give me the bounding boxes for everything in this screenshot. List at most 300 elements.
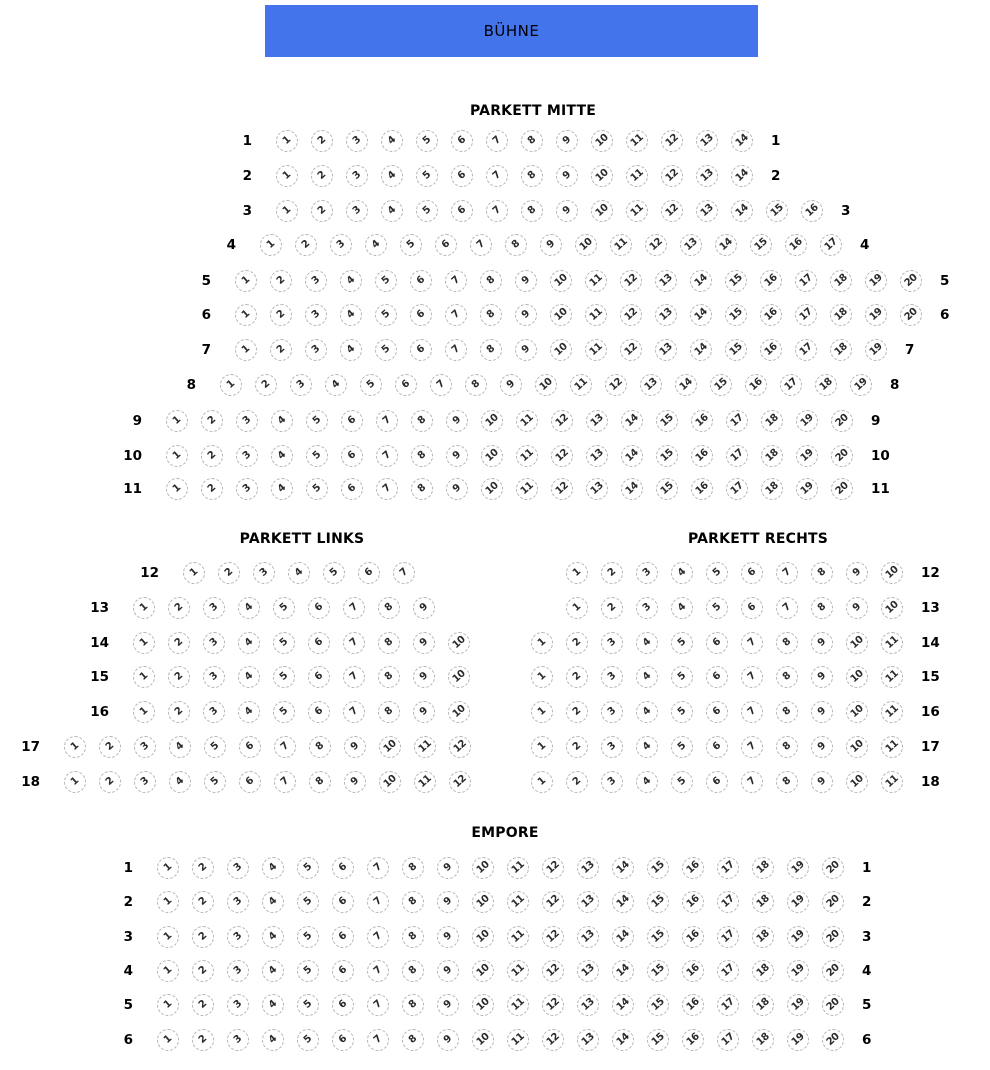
seat-empore-r5-5[interactable] bbox=[297, 994, 319, 1016]
seat-empore-r1-2[interactable] bbox=[192, 857, 214, 879]
seat-parkett-links-r18-9[interactable] bbox=[344, 771, 366, 793]
seat-parkett-links-r18-8[interactable] bbox=[309, 771, 331, 793]
seat-parkett-mitte-r11-14[interactable] bbox=[621, 478, 643, 500]
seat-parkett-mitte-r4-9[interactable] bbox=[540, 234, 562, 256]
seat-parkett-rechts-r13-5[interactable] bbox=[706, 597, 728, 619]
seat-parkett-links-r17-4[interactable] bbox=[169, 736, 191, 758]
seat-parkett-rechts-r18-1[interactable] bbox=[531, 771, 553, 793]
seat-empore-r2-17[interactable] bbox=[717, 891, 739, 913]
seat-parkett-rechts-r12-4[interactable] bbox=[671, 562, 693, 584]
seat-parkett-mitte-r6-12[interactable] bbox=[620, 304, 642, 326]
seat-parkett-links-r16-10[interactable] bbox=[448, 701, 470, 723]
seat-parkett-links-r15-1[interactable] bbox=[133, 666, 155, 688]
seat-parkett-mitte-r7-2[interactable] bbox=[270, 339, 292, 361]
seat-empore-r5-20[interactable] bbox=[822, 994, 844, 1016]
seat-empore-r5-3[interactable] bbox=[227, 994, 249, 1016]
seat-parkett-mitte-r6-2[interactable] bbox=[270, 304, 292, 326]
seat-parkett-rechts-r16-8[interactable] bbox=[776, 701, 798, 723]
seat-parkett-rechts-r14-5[interactable] bbox=[671, 632, 693, 654]
seat-parkett-mitte-r11-10[interactable] bbox=[481, 478, 503, 500]
seat-empore-r1-8[interactable] bbox=[402, 857, 424, 879]
seat-parkett-rechts-r17-11[interactable] bbox=[881, 736, 903, 758]
seat-parkett-links-r18-7[interactable] bbox=[274, 771, 296, 793]
seat-parkett-mitte-r9-12[interactable] bbox=[551, 410, 573, 432]
seat-empore-r2-13[interactable] bbox=[577, 891, 599, 913]
seat-parkett-rechts-r16-11[interactable] bbox=[881, 701, 903, 723]
seat-parkett-mitte-r2-7[interactable] bbox=[486, 165, 508, 187]
seat-empore-r6-5[interactable] bbox=[297, 1029, 319, 1051]
seat-parkett-mitte-r2-12[interactable] bbox=[661, 165, 683, 187]
seat-parkett-rechts-r17-10[interactable] bbox=[846, 736, 868, 758]
seat-parkett-mitte-r3-8[interactable] bbox=[521, 200, 543, 222]
seat-empore-r5-12[interactable] bbox=[542, 994, 564, 1016]
seat-empore-r6-16[interactable] bbox=[682, 1029, 704, 1051]
seat-parkett-links-r12-4[interactable] bbox=[288, 562, 310, 584]
seat-parkett-mitte-r9-3[interactable] bbox=[236, 410, 258, 432]
seat-parkett-links-r18-6[interactable] bbox=[239, 771, 261, 793]
seat-parkett-mitte-r11-20[interactable] bbox=[831, 478, 853, 500]
seat-parkett-mitte-r7-11[interactable] bbox=[585, 339, 607, 361]
seat-empore-r3-10[interactable] bbox=[472, 926, 494, 948]
seat-parkett-mitte-r8-17[interactable] bbox=[780, 374, 802, 396]
seat-parkett-mitte-r10-10[interactable] bbox=[481, 445, 503, 467]
seat-parkett-links-r17-1[interactable] bbox=[64, 736, 86, 758]
seat-parkett-mitte-r5-7[interactable] bbox=[445, 270, 467, 292]
seat-parkett-mitte-r9-19[interactable] bbox=[796, 410, 818, 432]
seat-parkett-rechts-r18-6[interactable] bbox=[706, 771, 728, 793]
seat-parkett-mitte-r4-1[interactable] bbox=[260, 234, 282, 256]
seat-parkett-links-r18-10[interactable] bbox=[379, 771, 401, 793]
seat-parkett-mitte-r8-9[interactable] bbox=[500, 374, 522, 396]
seat-empore-r2-9[interactable] bbox=[437, 891, 459, 913]
seat-empore-r2-20[interactable] bbox=[822, 891, 844, 913]
seat-parkett-mitte-r8-10[interactable] bbox=[535, 374, 557, 396]
seat-parkett-links-r16-3[interactable] bbox=[203, 701, 225, 723]
seat-parkett-mitte-r4-13[interactable] bbox=[680, 234, 702, 256]
seat-empore-r3-12[interactable] bbox=[542, 926, 564, 948]
seat-parkett-mitte-r10-8[interactable] bbox=[411, 445, 433, 467]
seat-empore-r3-1[interactable] bbox=[157, 926, 179, 948]
seat-parkett-mitte-r6-6[interactable] bbox=[410, 304, 432, 326]
seat-parkett-mitte-r4-14[interactable] bbox=[715, 234, 737, 256]
seat-parkett-rechts-r14-4[interactable] bbox=[636, 632, 658, 654]
seat-parkett-mitte-r10-5[interactable] bbox=[306, 445, 328, 467]
seat-parkett-rechts-r16-7[interactable] bbox=[741, 701, 763, 723]
seat-parkett-mitte-r7-4[interactable] bbox=[340, 339, 362, 361]
seat-parkett-rechts-r15-1[interactable] bbox=[531, 666, 553, 688]
seat-empore-r4-19[interactable] bbox=[787, 960, 809, 982]
seat-parkett-mitte-r8-16[interactable] bbox=[745, 374, 767, 396]
seat-parkett-links-r14-10[interactable] bbox=[448, 632, 470, 654]
seat-parkett-rechts-r15-5[interactable] bbox=[671, 666, 693, 688]
seat-empore-r2-4[interactable] bbox=[262, 891, 284, 913]
seat-parkett-mitte-r2-14[interactable] bbox=[731, 165, 753, 187]
seat-parkett-mitte-r1-6[interactable] bbox=[451, 130, 473, 152]
seat-empore-r2-15[interactable] bbox=[647, 891, 669, 913]
seat-empore-r6-9[interactable] bbox=[437, 1029, 459, 1051]
seat-parkett-mitte-r5-15[interactable] bbox=[725, 270, 747, 292]
seat-parkett-mitte-r11-19[interactable] bbox=[796, 478, 818, 500]
seat-parkett-mitte-r2-8[interactable] bbox=[521, 165, 543, 187]
seat-parkett-mitte-r9-6[interactable] bbox=[341, 410, 363, 432]
seat-parkett-mitte-r1-7[interactable] bbox=[486, 130, 508, 152]
seat-parkett-mitte-r5-11[interactable] bbox=[585, 270, 607, 292]
seat-parkett-mitte-r7-16[interactable] bbox=[760, 339, 782, 361]
seat-empore-r1-1[interactable] bbox=[157, 857, 179, 879]
seat-empore-r4-7[interactable] bbox=[367, 960, 389, 982]
seat-empore-r5-19[interactable] bbox=[787, 994, 809, 1016]
seat-parkett-rechts-r18-5[interactable] bbox=[671, 771, 693, 793]
seat-empore-r6-10[interactable] bbox=[472, 1029, 494, 1051]
seat-empore-r4-9[interactable] bbox=[437, 960, 459, 982]
seat-parkett-mitte-r6-1[interactable] bbox=[235, 304, 257, 326]
seat-parkett-links-r12-2[interactable] bbox=[218, 562, 240, 584]
seat-parkett-links-r17-6[interactable] bbox=[239, 736, 261, 758]
seat-empore-r2-7[interactable] bbox=[367, 891, 389, 913]
seat-empore-r3-9[interactable] bbox=[437, 926, 459, 948]
seat-parkett-links-r14-4[interactable] bbox=[238, 632, 260, 654]
seat-empore-r6-2[interactable] bbox=[192, 1029, 214, 1051]
seat-empore-r2-3[interactable] bbox=[227, 891, 249, 913]
seat-empore-r5-15[interactable] bbox=[647, 994, 669, 1016]
seat-parkett-mitte-r6-3[interactable] bbox=[305, 304, 327, 326]
seat-parkett-mitte-r5-10[interactable] bbox=[550, 270, 572, 292]
seat-parkett-rechts-r17-9[interactable] bbox=[811, 736, 833, 758]
seat-parkett-mitte-r10-3[interactable] bbox=[236, 445, 258, 467]
seat-parkett-mitte-r1-10[interactable] bbox=[591, 130, 613, 152]
seat-parkett-links-r15-5[interactable] bbox=[273, 666, 295, 688]
seat-parkett-mitte-r9-10[interactable] bbox=[481, 410, 503, 432]
seat-parkett-mitte-r3-12[interactable] bbox=[661, 200, 683, 222]
seat-empore-r4-2[interactable] bbox=[192, 960, 214, 982]
seat-parkett-mitte-r10-9[interactable] bbox=[446, 445, 468, 467]
seat-parkett-rechts-r17-7[interactable] bbox=[741, 736, 763, 758]
seat-empore-r6-11[interactable] bbox=[507, 1029, 529, 1051]
seat-empore-r6-13[interactable] bbox=[577, 1029, 599, 1051]
seat-parkett-mitte-r10-7[interactable] bbox=[376, 445, 398, 467]
seat-empore-r3-14[interactable] bbox=[612, 926, 634, 948]
seat-parkett-mitte-r7-3[interactable] bbox=[305, 339, 327, 361]
seat-empore-r5-10[interactable] bbox=[472, 994, 494, 1016]
seat-parkett-mitte-r5-2[interactable] bbox=[270, 270, 292, 292]
seat-parkett-mitte-r2-5[interactable] bbox=[416, 165, 438, 187]
seat-parkett-mitte-r11-11[interactable] bbox=[516, 478, 538, 500]
seat-parkett-mitte-r9-15[interactable] bbox=[656, 410, 678, 432]
seat-parkett-mitte-r11-18[interactable] bbox=[761, 478, 783, 500]
seat-empore-r6-14[interactable] bbox=[612, 1029, 634, 1051]
seat-parkett-mitte-r11-6[interactable] bbox=[341, 478, 363, 500]
seat-parkett-links-r13-7[interactable] bbox=[343, 597, 365, 619]
seat-empore-r1-19[interactable] bbox=[787, 857, 809, 879]
seat-parkett-mitte-r3-6[interactable] bbox=[451, 200, 473, 222]
seat-parkett-rechts-r12-1[interactable] bbox=[566, 562, 588, 584]
seat-parkett-rechts-r18-11[interactable] bbox=[881, 771, 903, 793]
seat-empore-r4-4[interactable] bbox=[262, 960, 284, 982]
seat-parkett-rechts-r14-11[interactable] bbox=[881, 632, 903, 654]
seat-parkett-mitte-r7-8[interactable] bbox=[480, 339, 502, 361]
seat-parkett-mitte-r3-5[interactable] bbox=[416, 200, 438, 222]
seat-empore-r3-18[interactable] bbox=[752, 926, 774, 948]
seat-parkett-mitte-r6-8[interactable] bbox=[480, 304, 502, 326]
seat-parkett-mitte-r9-20[interactable] bbox=[831, 410, 853, 432]
seat-empore-r4-5[interactable] bbox=[297, 960, 319, 982]
seat-empore-r3-16[interactable] bbox=[682, 926, 704, 948]
seat-parkett-mitte-r9-11[interactable] bbox=[516, 410, 538, 432]
seat-empore-r2-19[interactable] bbox=[787, 891, 809, 913]
seat-parkett-rechts-r16-5[interactable] bbox=[671, 701, 693, 723]
seat-parkett-mitte-r5-20[interactable] bbox=[900, 270, 922, 292]
seat-empore-r4-18[interactable] bbox=[752, 960, 774, 982]
seat-empore-r3-8[interactable] bbox=[402, 926, 424, 948]
seat-empore-r2-1[interactable] bbox=[157, 891, 179, 913]
seat-parkett-rechts-r14-8[interactable] bbox=[776, 632, 798, 654]
seat-parkett-rechts-r17-2[interactable] bbox=[566, 736, 588, 758]
seat-parkett-mitte-r8-8[interactable] bbox=[465, 374, 487, 396]
seat-empore-r1-9[interactable] bbox=[437, 857, 459, 879]
seat-parkett-rechts-r15-8[interactable] bbox=[776, 666, 798, 688]
seat-empore-r6-17[interactable] bbox=[717, 1029, 739, 1051]
seat-parkett-mitte-r8-18[interactable] bbox=[815, 374, 837, 396]
seat-parkett-mitte-r7-19[interactable] bbox=[865, 339, 887, 361]
seat-parkett-mitte-r7-1[interactable] bbox=[235, 339, 257, 361]
seat-parkett-mitte-r3-9[interactable] bbox=[556, 200, 578, 222]
seat-empore-r4-12[interactable] bbox=[542, 960, 564, 982]
seat-parkett-mitte-r10-16[interactable] bbox=[691, 445, 713, 467]
seat-parkett-mitte-r3-10[interactable] bbox=[591, 200, 613, 222]
seat-parkett-mitte-r7-15[interactable] bbox=[725, 339, 747, 361]
seat-parkett-mitte-r4-6[interactable] bbox=[435, 234, 457, 256]
seat-empore-r3-11[interactable] bbox=[507, 926, 529, 948]
seat-parkett-mitte-r9-7[interactable] bbox=[376, 410, 398, 432]
seat-parkett-mitte-r11-12[interactable] bbox=[551, 478, 573, 500]
seat-parkett-links-r15-10[interactable] bbox=[448, 666, 470, 688]
seat-parkett-rechts-r13-2[interactable] bbox=[601, 597, 623, 619]
seat-parkett-rechts-r14-2[interactable] bbox=[566, 632, 588, 654]
seat-parkett-mitte-r7-6[interactable] bbox=[410, 339, 432, 361]
seat-empore-r4-11[interactable] bbox=[507, 960, 529, 982]
seat-parkett-mitte-r10-17[interactable] bbox=[726, 445, 748, 467]
seat-parkett-links-r14-1[interactable] bbox=[133, 632, 155, 654]
seat-parkett-links-r16-8[interactable] bbox=[378, 701, 400, 723]
seat-parkett-mitte-r3-11[interactable] bbox=[626, 200, 648, 222]
seat-parkett-mitte-r8-2[interactable] bbox=[255, 374, 277, 396]
seat-parkett-mitte-r9-9[interactable] bbox=[446, 410, 468, 432]
seat-parkett-mitte-r9-16[interactable] bbox=[691, 410, 713, 432]
seat-parkett-links-r12-7[interactable] bbox=[393, 562, 415, 584]
seat-parkett-rechts-r17-6[interactable] bbox=[706, 736, 728, 758]
seat-empore-r6-18[interactable] bbox=[752, 1029, 774, 1051]
seat-parkett-mitte-r8-13[interactable] bbox=[640, 374, 662, 396]
seat-parkett-mitte-r10-12[interactable] bbox=[551, 445, 573, 467]
seat-parkett-links-r15-2[interactable] bbox=[168, 666, 190, 688]
seat-empore-r2-16[interactable] bbox=[682, 891, 704, 913]
seat-parkett-mitte-r5-12[interactable] bbox=[620, 270, 642, 292]
seat-parkett-links-r17-5[interactable] bbox=[204, 736, 226, 758]
seat-parkett-links-r17-10[interactable] bbox=[379, 736, 401, 758]
seat-parkett-mitte-r10-15[interactable] bbox=[656, 445, 678, 467]
seat-parkett-mitte-r8-5[interactable] bbox=[360, 374, 382, 396]
seat-empore-r1-5[interactable] bbox=[297, 857, 319, 879]
seat-parkett-rechts-r15-2[interactable] bbox=[566, 666, 588, 688]
seat-empore-r2-6[interactable] bbox=[332, 891, 354, 913]
seat-parkett-rechts-r16-3[interactable] bbox=[601, 701, 623, 723]
seat-empore-r4-10[interactable] bbox=[472, 960, 494, 982]
seat-parkett-mitte-r8-14[interactable] bbox=[675, 374, 697, 396]
seat-parkett-rechts-r14-3[interactable] bbox=[601, 632, 623, 654]
seat-parkett-mitte-r8-15[interactable] bbox=[710, 374, 732, 396]
seat-parkett-links-r18-5[interactable] bbox=[204, 771, 226, 793]
seat-parkett-mitte-r6-19[interactable] bbox=[865, 304, 887, 326]
seat-empore-r2-2[interactable] bbox=[192, 891, 214, 913]
seat-parkett-links-r17-7[interactable] bbox=[274, 736, 296, 758]
seat-parkett-links-r18-1[interactable] bbox=[64, 771, 86, 793]
seat-parkett-mitte-r10-13[interactable] bbox=[586, 445, 608, 467]
seat-parkett-mitte-r4-4[interactable] bbox=[365, 234, 387, 256]
seat-parkett-mitte-r5-18[interactable] bbox=[830, 270, 852, 292]
seat-empore-r3-15[interactable] bbox=[647, 926, 669, 948]
seat-parkett-mitte-r5-17[interactable] bbox=[795, 270, 817, 292]
seat-parkett-rechts-r13-1[interactable] bbox=[566, 597, 588, 619]
seat-parkett-mitte-r2-2[interactable] bbox=[311, 165, 333, 187]
seat-parkett-links-r12-1[interactable] bbox=[183, 562, 205, 584]
seat-empore-r6-20[interactable] bbox=[822, 1029, 844, 1051]
seat-empore-r2-5[interactable] bbox=[297, 891, 319, 913]
seat-parkett-links-r15-7[interactable] bbox=[343, 666, 365, 688]
seat-parkett-rechts-r12-6[interactable] bbox=[741, 562, 763, 584]
seat-empore-r3-6[interactable] bbox=[332, 926, 354, 948]
seat-empore-r3-2[interactable] bbox=[192, 926, 214, 948]
seat-parkett-links-r12-6[interactable] bbox=[358, 562, 380, 584]
seat-parkett-rechts-r13-8[interactable] bbox=[811, 597, 833, 619]
seat-parkett-rechts-r13-9[interactable] bbox=[846, 597, 868, 619]
seat-empore-r4-8[interactable] bbox=[402, 960, 424, 982]
seat-empore-r2-18[interactable] bbox=[752, 891, 774, 913]
seat-parkett-mitte-r5-13[interactable] bbox=[655, 270, 677, 292]
seat-parkett-rechts-r13-7[interactable] bbox=[776, 597, 798, 619]
seat-empore-r3-17[interactable] bbox=[717, 926, 739, 948]
seat-parkett-links-r15-3[interactable] bbox=[203, 666, 225, 688]
seat-parkett-mitte-r11-17[interactable] bbox=[726, 478, 748, 500]
seat-parkett-mitte-r5-6[interactable] bbox=[410, 270, 432, 292]
seat-parkett-links-r13-5[interactable] bbox=[273, 597, 295, 619]
seat-parkett-mitte-r6-18[interactable] bbox=[830, 304, 852, 326]
seat-parkett-mitte-r7-14[interactable] bbox=[690, 339, 712, 361]
seat-parkett-mitte-r7-18[interactable] bbox=[830, 339, 852, 361]
seat-empore-r4-16[interactable] bbox=[682, 960, 704, 982]
seat-parkett-mitte-r2-6[interactable] bbox=[451, 165, 473, 187]
seat-parkett-mitte-r6-14[interactable] bbox=[690, 304, 712, 326]
seat-empore-r4-6[interactable] bbox=[332, 960, 354, 982]
seat-parkett-rechts-r15-4[interactable] bbox=[636, 666, 658, 688]
seat-empore-r4-13[interactable] bbox=[577, 960, 599, 982]
seat-parkett-rechts-r12-2[interactable] bbox=[601, 562, 623, 584]
seat-parkett-rechts-r17-8[interactable] bbox=[776, 736, 798, 758]
seat-parkett-mitte-r10-14[interactable] bbox=[621, 445, 643, 467]
seat-parkett-mitte-r7-13[interactable] bbox=[655, 339, 677, 361]
seat-parkett-mitte-r2-3[interactable] bbox=[346, 165, 368, 187]
seat-parkett-mitte-r9-5[interactable] bbox=[306, 410, 328, 432]
seat-parkett-links-r14-9[interactable] bbox=[413, 632, 435, 654]
seat-empore-r2-11[interactable] bbox=[507, 891, 529, 913]
seat-empore-r5-16[interactable] bbox=[682, 994, 704, 1016]
seat-empore-r6-1[interactable] bbox=[157, 1029, 179, 1051]
seat-empore-r3-7[interactable] bbox=[367, 926, 389, 948]
seat-parkett-mitte-r7-17[interactable] bbox=[795, 339, 817, 361]
seat-empore-r1-13[interactable] bbox=[577, 857, 599, 879]
seat-parkett-links-r15-9[interactable] bbox=[413, 666, 435, 688]
seat-parkett-rechts-r18-8[interactable] bbox=[776, 771, 798, 793]
seat-empore-r5-8[interactable] bbox=[402, 994, 424, 1016]
seat-empore-r5-18[interactable] bbox=[752, 994, 774, 1016]
seat-parkett-links-r12-3[interactable] bbox=[253, 562, 275, 584]
seat-parkett-mitte-r2-13[interactable] bbox=[696, 165, 718, 187]
seat-parkett-mitte-r3-1[interactable] bbox=[276, 200, 298, 222]
seat-parkett-mitte-r6-20[interactable] bbox=[900, 304, 922, 326]
seat-parkett-mitte-r9-8[interactable] bbox=[411, 410, 433, 432]
seat-parkett-mitte-r5-8[interactable] bbox=[480, 270, 502, 292]
seat-parkett-links-r17-3[interactable] bbox=[134, 736, 156, 758]
seat-empore-r1-18[interactable] bbox=[752, 857, 774, 879]
seat-parkett-mitte-r8-3[interactable] bbox=[290, 374, 312, 396]
seat-empore-r5-7[interactable] bbox=[367, 994, 389, 1016]
seat-empore-r5-17[interactable] bbox=[717, 994, 739, 1016]
seat-parkett-links-r13-3[interactable] bbox=[203, 597, 225, 619]
seat-parkett-rechts-r18-2[interactable] bbox=[566, 771, 588, 793]
seat-empore-r1-10[interactable] bbox=[472, 857, 494, 879]
seat-parkett-mitte-r9-18[interactable] bbox=[761, 410, 783, 432]
seat-parkett-mitte-r8-6[interactable] bbox=[395, 374, 417, 396]
seat-parkett-rechts-r17-1[interactable] bbox=[531, 736, 553, 758]
seat-parkett-mitte-r5-4[interactable] bbox=[340, 270, 362, 292]
seat-parkett-mitte-r4-7[interactable] bbox=[470, 234, 492, 256]
seat-parkett-mitte-r3-2[interactable] bbox=[311, 200, 333, 222]
seat-empore-r6-19[interactable] bbox=[787, 1029, 809, 1051]
seat-parkett-mitte-r10-11[interactable] bbox=[516, 445, 538, 467]
seat-parkett-mitte-r11-8[interactable] bbox=[411, 478, 433, 500]
seat-parkett-mitte-r2-10[interactable] bbox=[591, 165, 613, 187]
seat-empore-r3-13[interactable] bbox=[577, 926, 599, 948]
seat-parkett-links-r13-6[interactable] bbox=[308, 597, 330, 619]
seat-parkett-mitte-r1-4[interactable] bbox=[381, 130, 403, 152]
seat-parkett-links-r17-9[interactable] bbox=[344, 736, 366, 758]
seat-parkett-mitte-r1-1[interactable] bbox=[276, 130, 298, 152]
seat-parkett-rechts-r18-9[interactable] bbox=[811, 771, 833, 793]
seat-parkett-links-r13-4[interactable] bbox=[238, 597, 260, 619]
seat-parkett-mitte-r9-17[interactable] bbox=[726, 410, 748, 432]
seat-parkett-mitte-r11-16[interactable] bbox=[691, 478, 713, 500]
seat-empore-r3-19[interactable] bbox=[787, 926, 809, 948]
seat-parkett-mitte-r10-20[interactable] bbox=[831, 445, 853, 467]
seat-parkett-mitte-r2-9[interactable] bbox=[556, 165, 578, 187]
seat-parkett-mitte-r1-3[interactable] bbox=[346, 130, 368, 152]
seat-empore-r1-7[interactable] bbox=[367, 857, 389, 879]
seat-parkett-rechts-r18-3[interactable] bbox=[601, 771, 623, 793]
seat-empore-r6-12[interactable] bbox=[542, 1029, 564, 1051]
seat-empore-r4-14[interactable] bbox=[612, 960, 634, 982]
seat-parkett-links-r17-8[interactable] bbox=[309, 736, 331, 758]
seat-parkett-rechts-r14-7[interactable] bbox=[741, 632, 763, 654]
seat-parkett-rechts-r13-4[interactable] bbox=[671, 597, 693, 619]
seat-parkett-links-r14-7[interactable] bbox=[343, 632, 365, 654]
seat-parkett-mitte-r7-7[interactable] bbox=[445, 339, 467, 361]
seat-parkett-mitte-r1-8[interactable] bbox=[521, 130, 543, 152]
seat-parkett-mitte-r6-13[interactable] bbox=[655, 304, 677, 326]
seat-empore-r1-17[interactable] bbox=[717, 857, 739, 879]
seat-empore-r5-11[interactable] bbox=[507, 994, 529, 1016]
seat-parkett-mitte-r4-15[interactable] bbox=[750, 234, 772, 256]
seat-empore-r4-3[interactable] bbox=[227, 960, 249, 982]
seat-parkett-links-r18-3[interactable] bbox=[134, 771, 156, 793]
